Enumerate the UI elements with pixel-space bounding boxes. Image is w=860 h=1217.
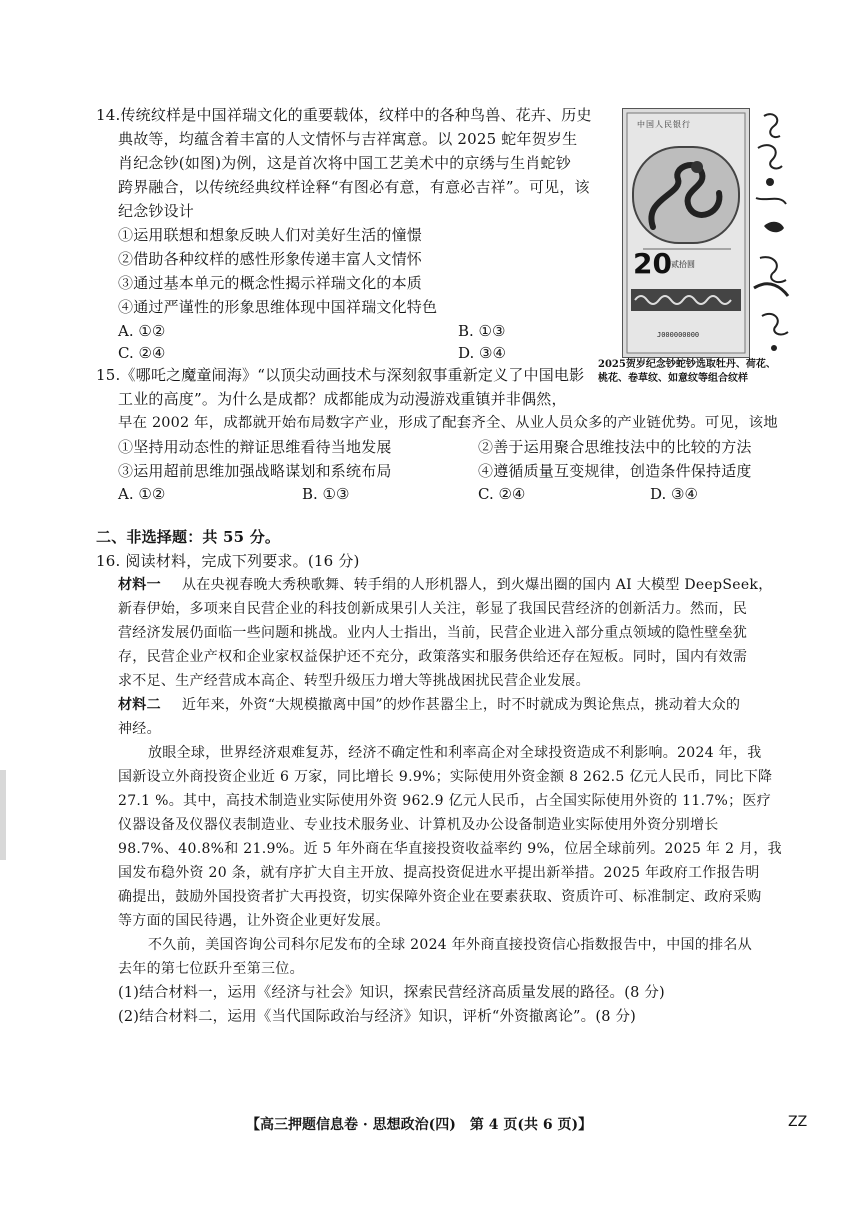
q14-option-d[interactable]: D. ③④ — [458, 344, 506, 362]
q16-intro: 16. 阅读材料，完成下列要求。(16 分) — [96, 552, 360, 570]
banknote-serial: J000000000 — [657, 331, 700, 339]
q14-statement-1: ①运用联想和想象反映人们对美好生活的憧憬 — [118, 226, 423, 244]
q16-subquestion-1: (1)结合材料一，运用《经济与社会》知识，探索民营经济高质量发展的路径。(8 分) — [118, 985, 665, 1001]
material-2-line-2: 神经。 — [118, 721, 161, 737]
material-1-line-1: 从在央视春晚大秀秧歌舞、转手绢的人形机器人，到火爆出圈的国内 AI 大模型 DeepSeek， — [182, 577, 773, 593]
material-2-line-5: 27.1 %。其中，高技术制造业实际使用外资 962.9 亿元人民币，占全国实际使用外资的 11.7%；医疗 — [118, 793, 772, 809]
q14-line-4: 跨界融合，以传统经典纹样诠释“有图必有意，有意必吉祥”。可见，该 — [118, 178, 590, 196]
material-1-line-4: 存，民营企业产权和企业家权益保护还不充分，政策落实和服务供给还存在短板。同时，国内有效需 — [118, 649, 748, 665]
q14-option-c[interactable]: C. ②④ — [118, 344, 166, 362]
q14-line-5: 纪念钞设计 — [118, 202, 195, 220]
q14-line-1: 14.传统纹样是中国祥瑞文化的重要载体，纹样中的各种鸟兽、花卉、历史 — [96, 106, 592, 124]
q15-statement-4: ④遵循质量互变规律，创造条件保持适度 — [478, 462, 752, 480]
material-1-line-3: 营经济发展仍面临一些问题和挑战。业内人士指出，当前，民营企业进入部分重点领域的隐性壁垒犹 — [118, 625, 748, 641]
material-2-label: 材料二 — [118, 697, 161, 713]
page-footer: 【高三押题信息卷 · 思想政治(四) 第 4 页(共 6 页)】 — [246, 1117, 593, 1133]
material-2-line-10: 等方面的国民待遇，让外资企业更好发展。 — [118, 913, 390, 929]
q15-option-b[interactable]: B. ①③ — [302, 485, 350, 503]
q16-subquestion-2: (2)结合材料二，运用《当代国际政治与经济》知识，评析“外资撤离论”。(8 分) — [118, 1009, 637, 1025]
section-2-heading: 二、非选择题：共 55 分。 — [96, 528, 281, 546]
material-2-line-4: 国新设立外商投资企业近 6 万家，同比增长 9.9%；实际使用外资金额 8 262.5 亿元人民币，同比下降 — [118, 769, 773, 785]
banknote-denomination-text: 贰拾圆 — [671, 260, 695, 269]
q15-option-a[interactable]: A. ①② — [118, 485, 166, 503]
material-2-line-3: 放眼全球，世界经济艰难复苏，经济不确定性和利率高企对全球投资造成不利影响。2024 年，我 — [148, 745, 762, 761]
image-caption-line-2: 桃花、卷草纹、如意纹等组合纹样 — [598, 373, 748, 384]
scan-edge-mark — [0, 770, 6, 860]
banknote-bank-name: 中国人民银行 — [637, 120, 691, 129]
q15-statement-3: ③运用超前思维加强战略谋划和系统布局 — [118, 462, 392, 480]
q14-line-2: 典故等，均蕴含着丰富的人文情怀与吉祥寓意。以 2025 蛇年贺岁生 — [118, 130, 578, 148]
q14-option-a[interactable]: A. ①② — [118, 322, 166, 340]
footer-code: ZZ — [788, 1114, 808, 1130]
material-1-line-2: 新春伊始，多项来自民营企业的科技创新成果引人关注，彰显了我国民营经济的创新活力。然而，民 — [118, 601, 748, 617]
q14-statement-4: ④通过严谨性的形象思维体现中国祥瑞文化特色 — [118, 298, 438, 316]
ornament-pattern-icon — [744, 108, 806, 358]
material-2-line-9: 确提出，鼓励外国投资者扩大再投资，切实保障外资企业在要素获取、资质许可、标准制定、政府采购 — [118, 889, 762, 905]
material-1-label: 材料一 — [118, 577, 161, 593]
q14-statement-2: ②借助各种纹样的感性形象传递丰富人文情怀 — [118, 250, 423, 268]
material-2-line-7: 98.7%、40.8%和 21.9%。近 5 年外商在华直接投资收益率约 9%，位居全球前列。2025 年 2 月，我 — [118, 841, 782, 857]
material-2-line-6: 仪器设备及仪器仪表制造业、专业技术服务业、计算机及办公设备制造业实际使用外资分别增长 — [118, 817, 719, 833]
q15-statement-1: ①坚持用动态性的辩证思维看待当地发展 — [118, 438, 392, 456]
material-1-line-5: 求不足、生产经营成本高企、转型升级压力增大等挑战困扰民营企业发展。 — [118, 673, 590, 689]
q15-line-1: 15.《哪吒之魔童闹海》“以顶尖动画技术与深刻叙事重新定义了中国电影 — [96, 366, 585, 384]
q14-option-b[interactable]: B. ①③ — [458, 322, 506, 340]
material-2-line-8: 国发布稳外资 20 条，就有序扩大自主开放、提高投资促进水平提出新举措。2025 年政府工作报告明 — [118, 865, 760, 881]
snake-banknote-image — [622, 108, 750, 358]
q15-option-c[interactable]: C. ②④ — [478, 485, 526, 503]
q15-option-d[interactable]: D. ③④ — [650, 485, 698, 503]
material-2-line-1: 近年来，外资“大规模撤离中国”的炒作甚嚣尘上，时不时就成为舆论焦点，挑动着大众的 — [182, 697, 741, 713]
material-2-line-12: 去年的第七位跃升至第三位。 — [118, 961, 304, 977]
q15-line-3: 早在 2002 年，成都就开始布局数字产业，形成了配套齐全、从业人员众多的产业链优势。可见，该地 — [118, 415, 778, 431]
q14-line-3: 肖纪念钞(如图)为例，这是首次将中国工艺美术中的京绣与生肖蛇钞 — [118, 154, 571, 172]
image-caption-line-1: 2025贺岁纪念钞蛇钞选取牡丹、荷花、 — [598, 359, 776, 370]
material-2-line-11: 不久前，美国咨询公司科尔尼发布的全球 2024 年外商直接投资信心指数报告中，中国的排名从 — [148, 937, 753, 953]
q15-statement-2: ②善于运用聚合思维技法中的比较的方法 — [478, 438, 752, 456]
q14-statement-3: ③通过基本单元的概念性揭示祥瑞文化的本质 — [118, 274, 423, 292]
q15-line-2: 工业的高度”。为什么是成都？成都能成为动漫游戏重镇并非偶然， — [118, 390, 567, 408]
banknote-denomination: 20 — [633, 247, 672, 280]
banknote-artwork — [623, 109, 749, 357]
